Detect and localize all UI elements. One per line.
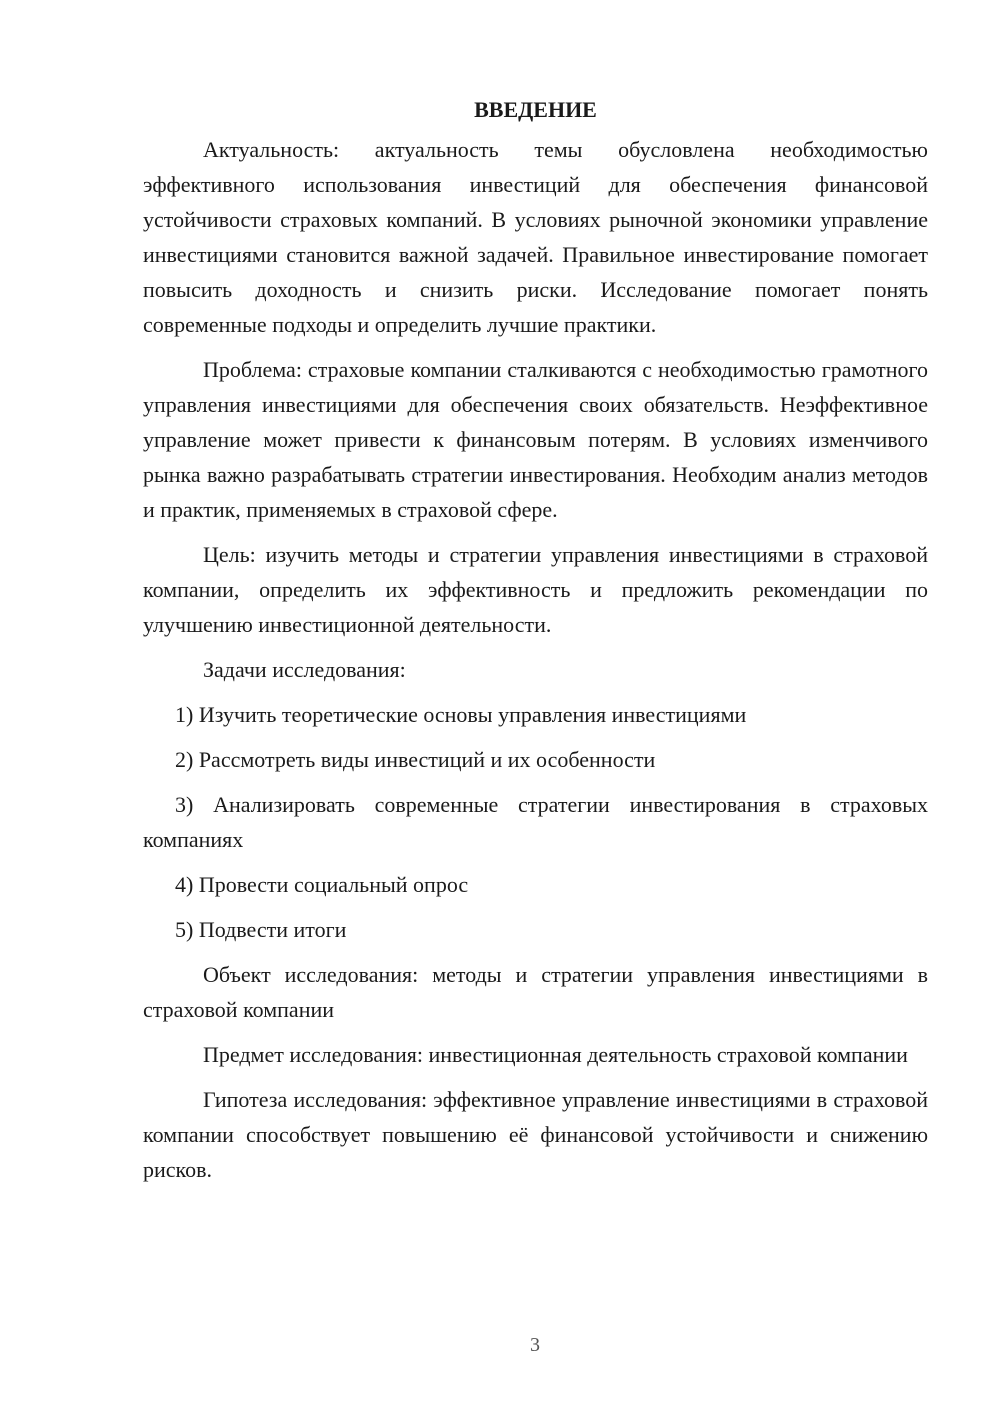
- task-item: 3) Анализировать современные стратегии инвестирования в страховых компаниях: [143, 792, 928, 852]
- paragraph-hypothesis: Гипотеза исследования: эффективное управление инвестициями в страховой компании способствует повышению её финансовой устойчивости и снижению рисков.: [143, 1087, 928, 1182]
- paragraph-relevance: Актуальность: актуальность темы обусловлена необходимостью эффективного использования инвестиций для обеспечения финансовой устойчивости страховых компаний. В условиях рыночной экономики управление инвестициями становится важной задачей. Правильное инвестирование помогает повысить доходность и снизить риски. Исследование помогает понять современные подходы и определить лучшие практики.: [143, 137, 928, 337]
- task-item: 4) Провести социальный опрос: [175, 872, 469, 897]
- paragraph-subject: Предмет исследования: инвестиционная деятельность страховой компании: [203, 1042, 908, 1067]
- paragraph-problem: Проблема: страховые компании сталкиваются с необходимостью грамотного управления инвестициями для обеспечения своих обязательств. Неэффективное управление может привести к финансовым потерям. В условиях изменчивого рынка важно разрабатывать стратегии инвестирования. Необходим анализ методов и практик, применяемых в страховой сфере.: [143, 357, 928, 522]
- task-item: 5) Подвести итоги: [175, 917, 347, 942]
- section-title: ВВЕДЕНИЕ: [474, 97, 597, 122]
- paragraph-tasks-heading: Задачи исследования:: [203, 657, 406, 682]
- document-page: [143, 92, 928, 1197]
- task-item: 2) Рассмотреть виды инвестиций и их особенности: [175, 747, 656, 772]
- paragraph-object: Объект исследования: методы и стратегии управления инвестициями в страховой компании: [143, 962, 928, 1022]
- paragraph-goal: Цель: изучить методы и стратегии управления инвестициями в страховой компании, определить их эффективность и предложить рекомендации по улучшению инвестиционной деятельности.: [143, 542, 928, 637]
- page-number: 3: [530, 1334, 540, 1356]
- task-item: 1) Изучить теоретические основы управления инвестициями: [175, 702, 747, 727]
